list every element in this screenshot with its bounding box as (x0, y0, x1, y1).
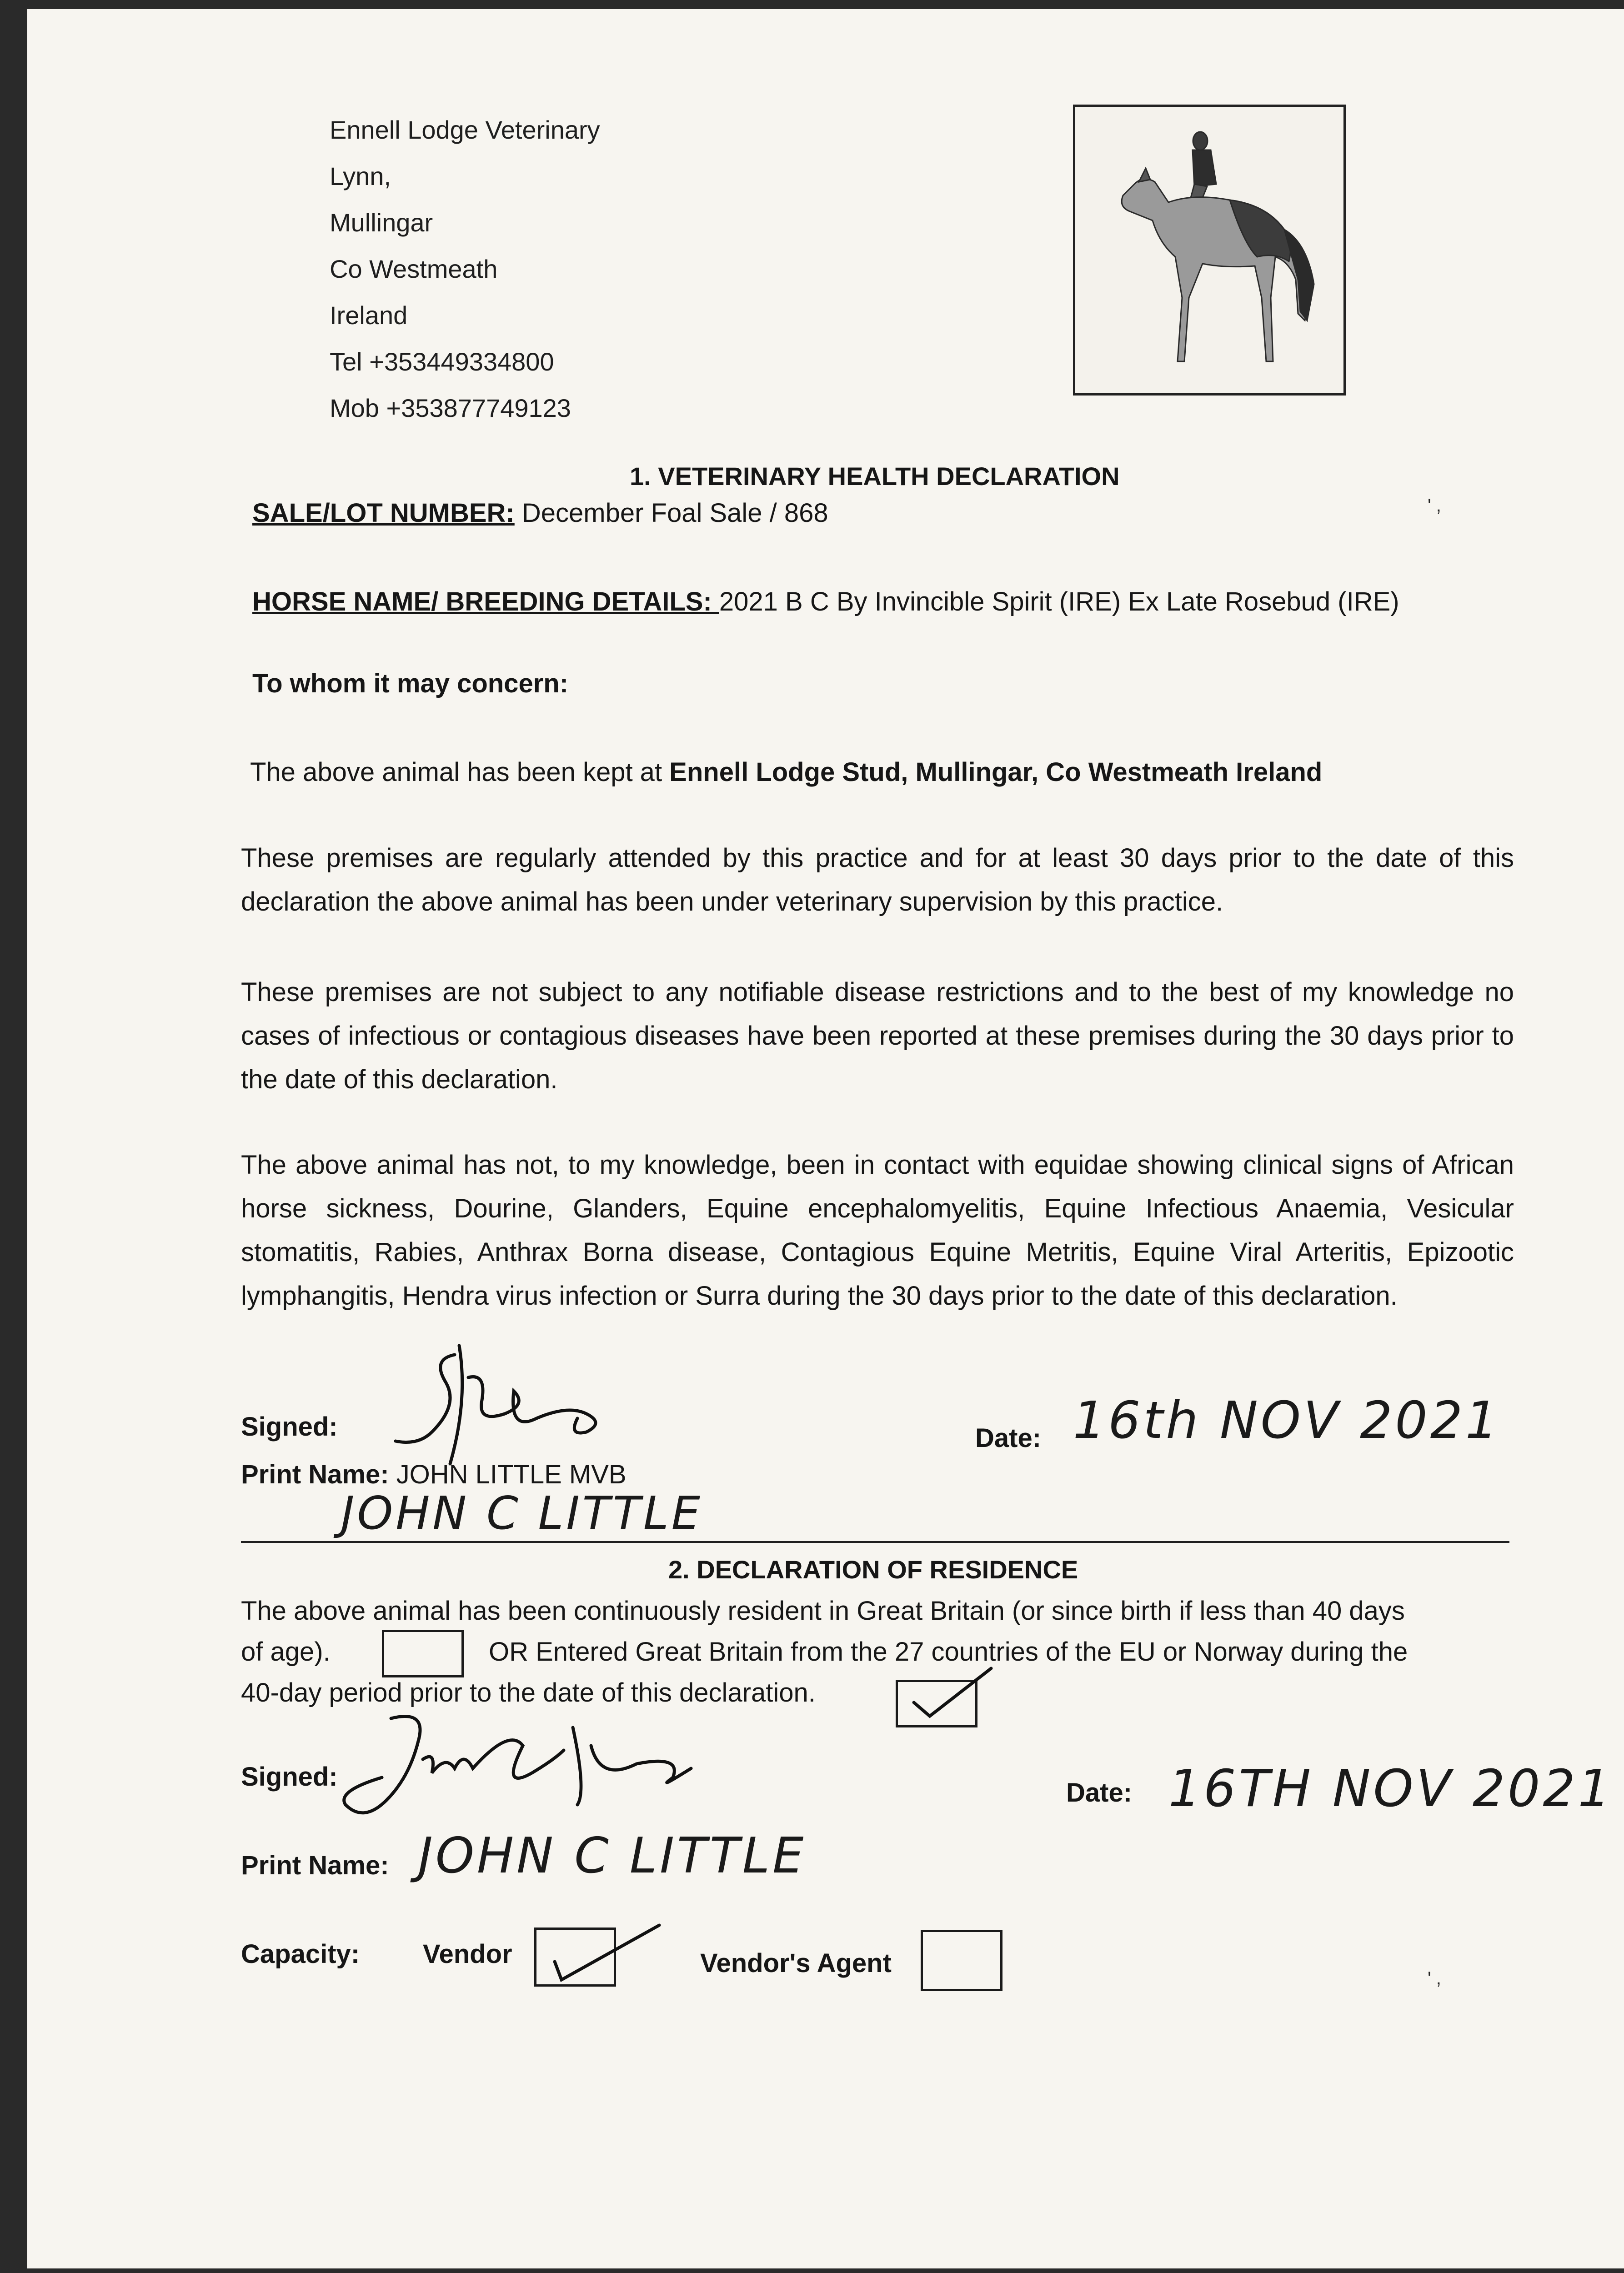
residence-text-1: The above animal has been continuously resident in Great Britain (or since birth if less than 40 days (241, 1596, 1405, 1626)
horse-and-rider-icon (1075, 107, 1343, 393)
salutation: To whom it may concern: (252, 669, 569, 698)
restrictions-paragraph: These premises are not subject to any notifiable disease restrictions and to the best of my knowledge no cases of infectious or contagious diseases have been reported at these premises during the 30 days prior to the date of this declaration. (241, 977, 1514, 1094)
signature-scribble (377, 1327, 650, 1473)
address-line: Mullingar (330, 208, 433, 237)
handwritten-name-2: JOHN C LITTLE (418, 1827, 807, 1884)
stray-mark: ' , (1428, 1968, 1441, 1988)
vendor-label: Vendor (423, 1939, 512, 1969)
horse-details-value: 2021 B C By Invincible Spirit (IRE) Ex Late Rosebud (IRE) (719, 587, 1399, 616)
residence-text-3: 40-day period prior to the date of this declaration. (241, 1678, 816, 1707)
handwritten-date-1: 16th NOV 2021 (1073, 1391, 1501, 1450)
address-line: Lynn, (330, 162, 391, 190)
sale-lot-row (252, 498, 828, 528)
practice-address (330, 107, 600, 431)
residence-checkbox[interactable] (382, 1630, 464, 1677)
eu-entry-checkbox[interactable] (896, 1680, 977, 1727)
stray-mark: ' , (1428, 496, 1441, 516)
declaration-page (27, 9, 1624, 2268)
section1-title: 1. VETERINARY HEALTH DECLARATION (630, 462, 1120, 491)
horse-details-row (252, 586, 1399, 617)
address-line: Co Westmeath (330, 255, 498, 283)
residence-text-2b: OR Entered Great Britain from the 27 countries of the EU or Norway during the (489, 1637, 1408, 1667)
kept-at-statement (250, 757, 1322, 787)
disease-contact-paragraph: The above animal has not, to my knowledge, been in contact with equidae showing clinical signs of African horse sickness, Dourine, Glanders, Equine encephalomyelitis, Equine Infectious Anaemia, Vesicular stomatitis, Rabies, Anthrax Borna disease, Contagious Equine Metritis, Equine Viral Arteritis, Epizootic lymphangitis, Hendra virus infection or Surra during the 30 days prior to the date of this declaration. (241, 1150, 1514, 1311)
date-label-2: Date: (1066, 1778, 1133, 1807)
vendors-agent-checkbox[interactable] (921, 1930, 1002, 1991)
tick-icon (536, 1916, 673, 1989)
supervision-paragraph: These premises are regularly attended by this practice and for at least 30 days prior to the date of this declaration the above animal has been under veterinary supervision by this practice. (241, 843, 1514, 916)
sale-lot-value: December Foal Sale / 868 (514, 498, 828, 528)
handwritten-date-2: 16TH NOV 2021 (1168, 1759, 1613, 1818)
horse-details-label: HORSE NAME/ BREEDING DETAILS: (252, 587, 719, 616)
horse-logo (1073, 105, 1346, 396)
print-name-label-2: Print Name: (241, 1851, 389, 1880)
handwritten-name-1: JOHN C LITTLE (341, 1487, 703, 1540)
date-label-1: Date: (975, 1423, 1042, 1453)
residence-text-2a: of age). (241, 1637, 331, 1667)
print-name-label-1: Print Name: (241, 1460, 389, 1489)
vendor-checkbox[interactable] (534, 1928, 616, 1987)
address-line: Ireland (330, 301, 408, 330)
veterinary-signature (377, 1327, 650, 1473)
section-divider (241, 1541, 1509, 1543)
print-name-row-1 (241, 1459, 627, 1490)
mobile: Mob +353877749123 (330, 394, 571, 422)
telephone: Tel +353449334800 (330, 347, 554, 376)
sale-lot-label: SALE/LOT NUMBER: (252, 498, 515, 528)
practice-name: Ennell Lodge Veterinary (330, 115, 600, 144)
vendors-agent-label: Vendor's Agent (700, 1948, 892, 1978)
capacity-label: Capacity: (241, 1939, 360, 1969)
signed-label-2: Signed: (241, 1762, 338, 1792)
section2-title: 2. DECLARATION OF RESIDENCE (668, 1555, 1078, 1584)
kept-at-place: Ennell Lodge Stud, Mullingar, Co Westmeath Ireland (669, 757, 1323, 787)
signed-label-1: Signed: (241, 1412, 338, 1442)
kept-at-prefix: The above animal has been kept at (250, 757, 670, 787)
print-name-value-1: JOHN LITTLE MVB (389, 1460, 627, 1489)
tick-icon (896, 1664, 996, 1727)
